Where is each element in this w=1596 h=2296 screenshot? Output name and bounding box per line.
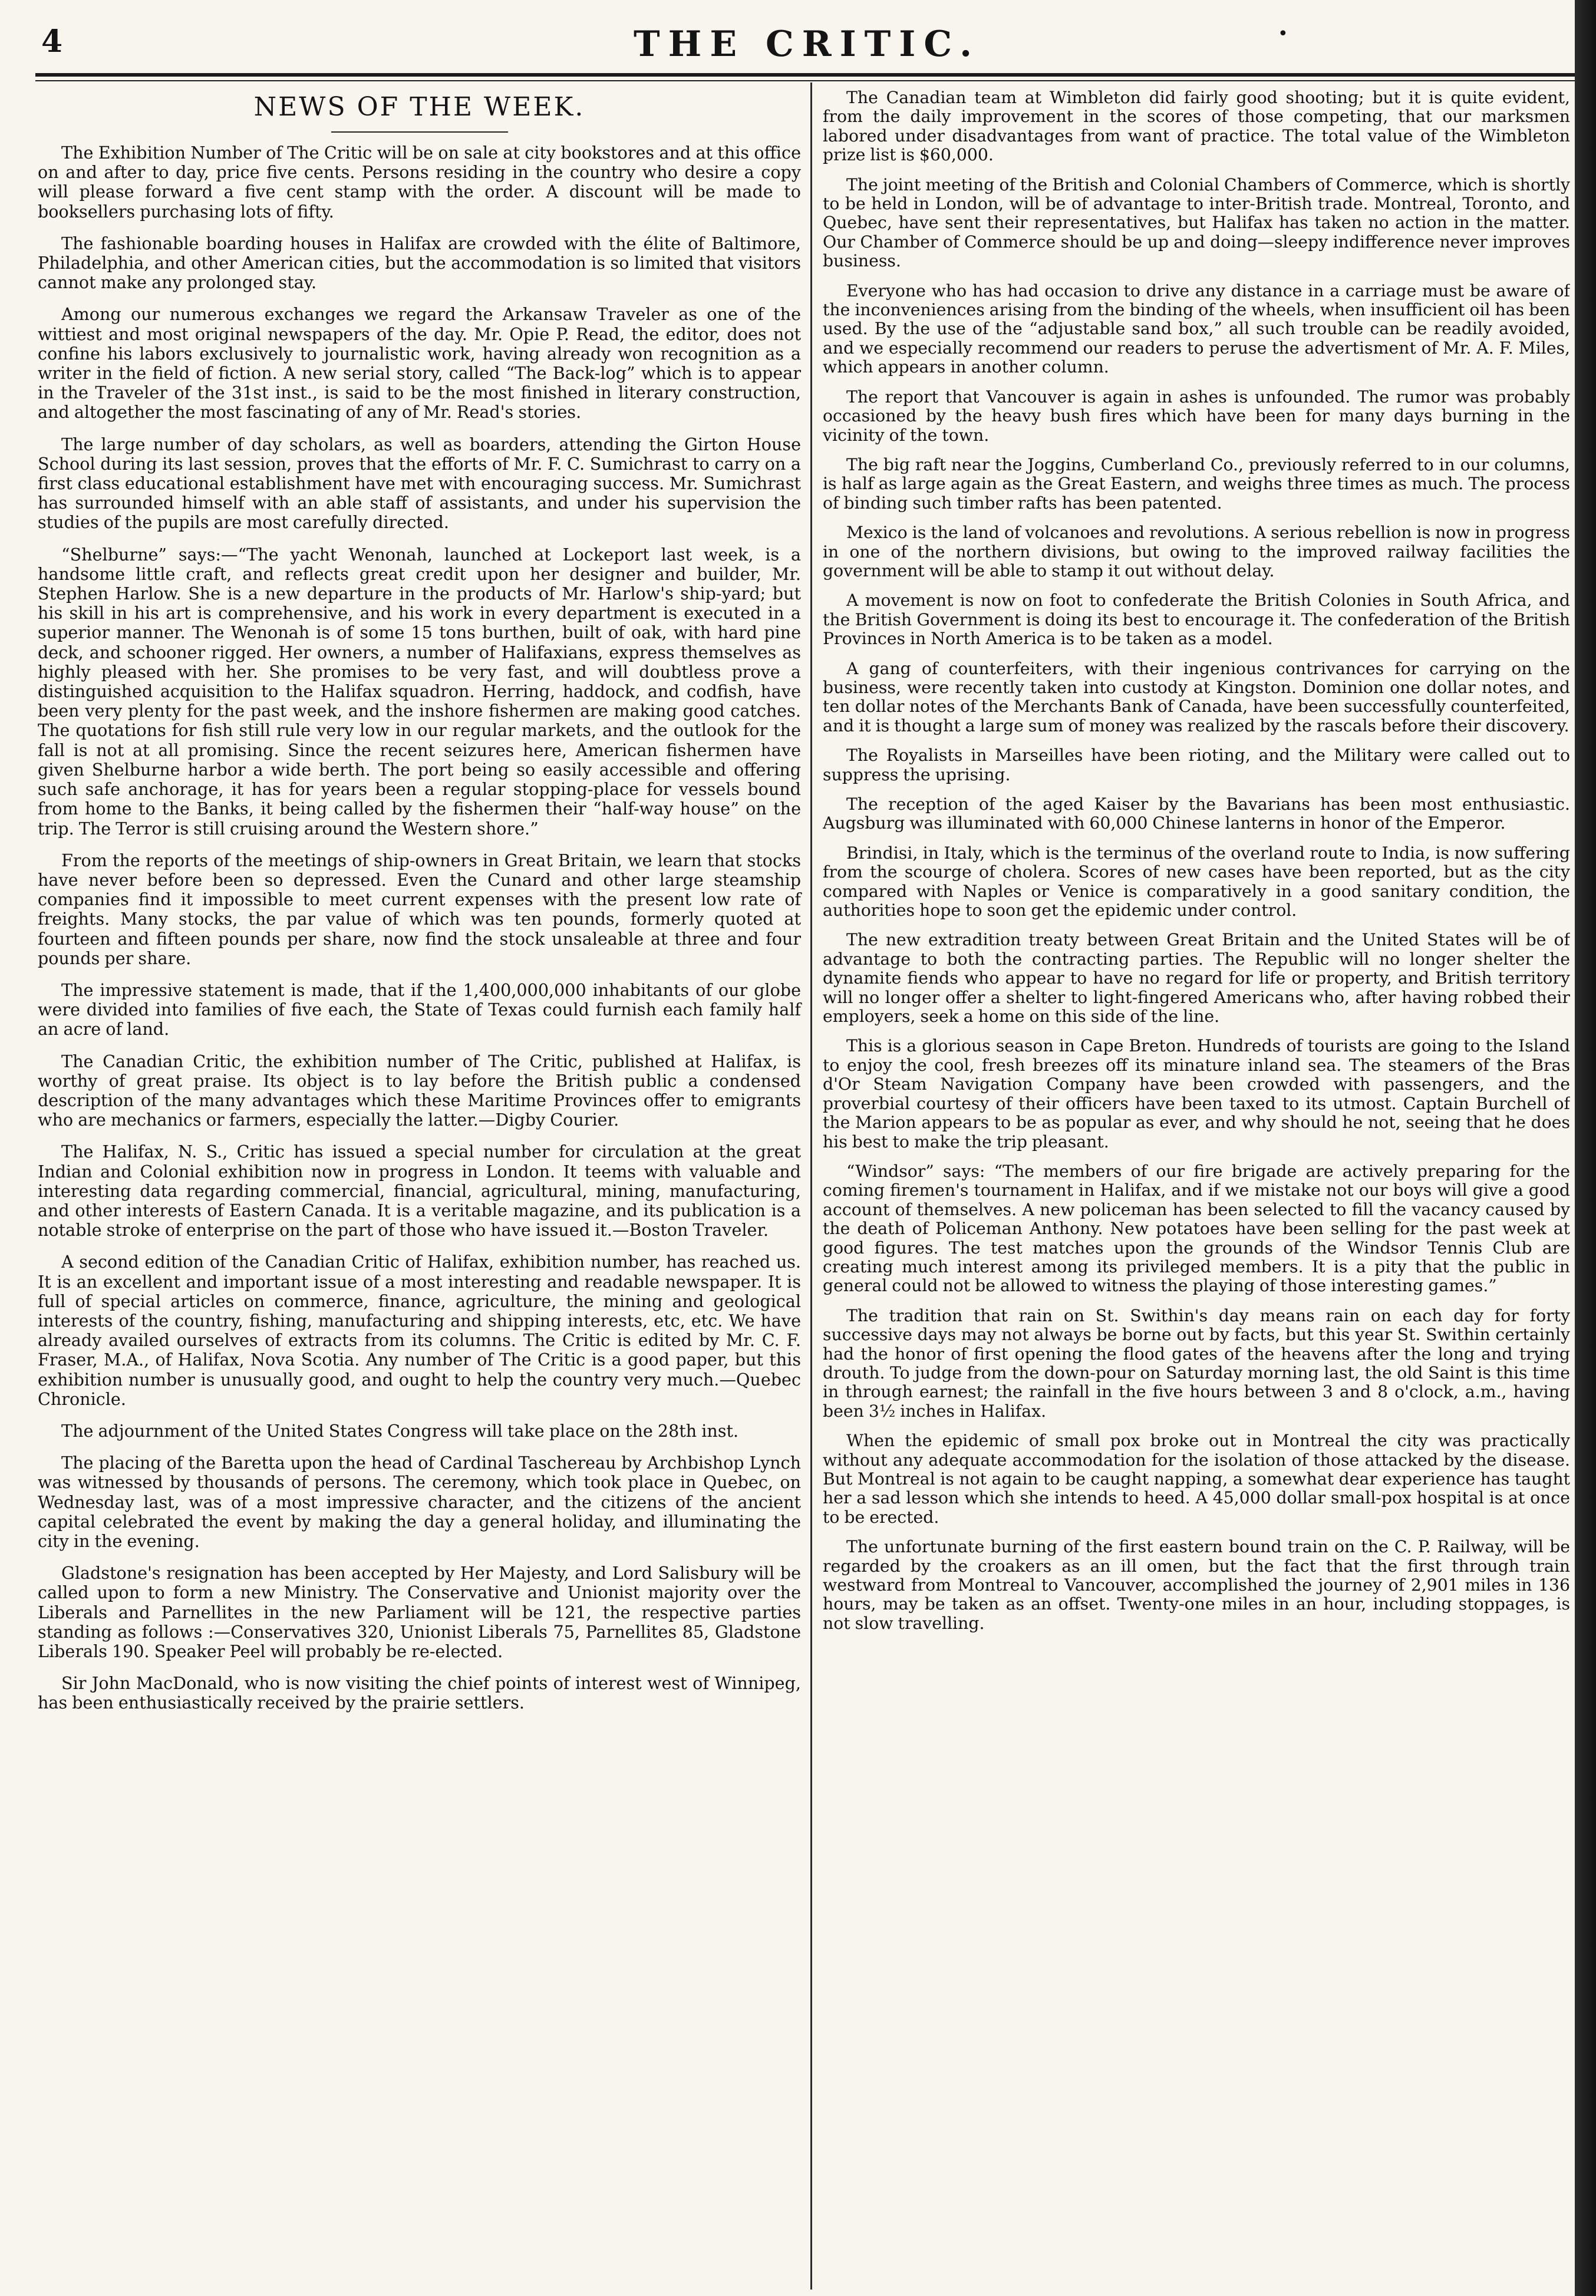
news-item: The Canadian Critic, the exhibition number of The Critic, published at Halifax, is worthy of great praise. Its object is to lay before the British public a condensed description of the many advantages which these Maritime Provinces offer to emigrants who are mechanics or farmers, especially the latter.—Digby Courier. xyxy=(38,1051,801,1130)
header-rule xyxy=(35,73,1578,77)
news-item: A movement is now on foot to confederate the British Colonies in South Africa, and the British Government is doing its best to encourage it. The confederation of the British Provinces in North America is to be taken as a model. xyxy=(823,591,1570,649)
news-item: The impressive statement is made, that if the 1,400,000,000 inhabitants of our globe were divided into families of five each, the State of Texas could furnish each family half an acre of land. xyxy=(38,979,801,1040)
news-item: This is a glorious season in Cape Breton. Hundreds of tourists are going to the Island to enjoy the cool, fresh breezes off its minature inland sea. The steamers of the Bras d'Or Steam Navigation Company have been crowded with passengers, and the proverbial courtesy of their officers have been taxed to its utmost. Captain Burchell of the Marion appears to be as popular as ever, and why should he not, seeing that he does his best to make the trip pleasant. xyxy=(823,1036,1570,1152)
news-item: Mexico is the land of volcanoes and revolutions. A serious rebellion is now in progress in one of the northern divisions, but owing to the improved railway facilities the government will be able to stamp it out without delay. xyxy=(823,523,1570,580)
heading-rule xyxy=(331,131,508,133)
news-item: The fashionable boarding houses in Halifax are crowded with the élite of Baltimore, Philadelphia, and other American cities, but the accommodation is so limited that visitors cannot make any prolonged stay. xyxy=(38,233,801,293)
news-item: The big raft near the Joggins, Cumberland Co., previously referred to in our columns, is half as large again as the Great Eastern, and weighs three times as much. The process of binding such timber rafts has been patented. xyxy=(823,454,1570,513)
news-item: The report that Vancouver is again in ashes is unfounded. The rumor was probably occasioned by the heavy bush fires which have been for many days burning in the vicinity of the town. xyxy=(823,387,1570,445)
news-item: Brindisi, in Italy, which is the terminus of the overland route to India, is now suffering from the scourge of cholera. Scores of new cases have been reported, but as the city compared with Naples or Venice is comparatively in a good sanitary condition, the authorities hope to soon get the epidemic under control. xyxy=(823,843,1570,921)
news-item: When the epidemic of small pox broke out in Montreal the city was practically without any adequate accommodation for the isolation of those attacked by the disease. But Montreal is not again to be caught napping, a somewhat dear experience has taught her a sad lesson which she intends to heed. A 45,000 dollar small-pox hospital is at once to be erected. xyxy=(823,1431,1570,1527)
masthead xyxy=(41,24,1572,71)
news-item: “Windsor” says: “The members of our fire brigade are actively preparing for the coming firemen's tournament in Halifax, and if we mistake not our boys will give a good account of themselves. A new policeman has been selected to fill the vacancy caused by the death of Policeman Anthony. New potatoes have been selling for the past week at good figures. The test matches upon the grounds of the Windsor Tennis Club are creating much interest among its privileged members. It is a pity that the public in general could not be allowed to witness the playing of those interesting games.” xyxy=(823,1161,1570,1296)
news-item: The Halifax, N. S., Critic has issued a special number for circulation at the great Indian and Colonial exhibition now in progress in London. It teems with valuable and interesting data regarding commercial, financial, agricultural, mining, manufacturing, and other interests of Eastern Canada. It is a veritable magazine, and its publication is a notable stroke of enterprise on the part of those who have issued it.—Boston Traveler. xyxy=(38,1142,801,1241)
column-divider xyxy=(810,83,812,2290)
left-column xyxy=(38,88,801,1726)
news-item: Among our numerous exchanges we regard the Arkansaw Traveler as one of the wittiest and most original newspapers of the day. Mr. Opie P. Read, the editor, does not confine his labors exclusively to journalistic work, having already won recognition as a writer in the field of fiction. A new serial story, called “The Back-log” which is to appear in the Traveler of the 31st inst., is said to be the most finished in literary construction, and altogether the most fascinating of any of Mr. Read's stories. xyxy=(38,304,801,423)
paper-title: THE CRITIC. xyxy=(634,24,980,65)
news-item: The Exhibition Number of The Critic will be on sale at city bookstores and at this office on and after to day, price five cents. Persons residing in the country who desire a copy will please forward a five cent stamp with the order. A discount will be made to booksellers purchasing lots of fifty. xyxy=(38,143,801,222)
news-item: The reception of the aged Kaiser by the Bavarians has been most enthusiastic. Augsburg was illuminated with 60,000 Chinese lanterns in honor of the Emperor. xyxy=(823,794,1570,833)
news-item: The unfortunate burning of the first eastern bound train on the C. P. Railway, will be regarded by the croakers as an ill omen, but the fact that the first through train westward from Montreal to Vancouver, accomplished the journey of 2,901 miles in 136 hours, may be taken as an offset. Twenty-one miles in an hour, including stoppages, is not slow travelling. xyxy=(823,1537,1570,1633)
news-item: The adjournment of the United States Congress will take place on the 28th inst. xyxy=(61,1420,739,1441)
news-item: The joint meeting of the British and Colonial Chambers of Commerce, which is shortly to be held in London, will be of advantage to inter-British trade. Montreal, Toronto, and Quebec, have sent their representatives, but Halifax has taken no action in the matter. Our Chamber of Commerce should be up and doing—sleepy indifference never improves business. xyxy=(823,174,1570,271)
news-item: Sir John MacDonald, who is now visiting the chief points of interest west of Winnipeg, has been enthusiastically received by the prairie settlers. xyxy=(38,1673,801,1713)
news-item: The Canadian team at Wimbleton did fairly good shooting; but it is quite evident, from the daily improvement in the scores of those competing, that our marksmen labored under disadvantages from want of practice. The total value of the Wimbleton prize list is $60,000. xyxy=(823,88,1570,165)
right-column xyxy=(823,88,1570,1644)
news-item: A second edition of the Canadian Critic of Halifax, exhibition number, has reached us. It is an excellent and important issue of a most interesting and readable newspaper. It is full of special articles on commerce, finance, agriculture, the mining and geological interests of the country, fishing, manufacturing and shipping interests, etc, etc. We have already availed ourselves of extracts from its columns. The Critic is edited by Mr. C. F. Fraser, M.A., of Halifax, Nova Scotia. Any number of The Critic is a good paper, but this exhibition number is unusually good, and ought to help the country very much.—Quebec Chronicle. xyxy=(38,1252,801,1409)
news-item: The tradition that rain on St. Swithin's day means rain on each day for forty successive days may not always be borne out by facts, but this year St. Swithin certainly had the honor of first opening the flood gates of the heavens after the long and trying drouth. To judge from the down-pour on Saturday morning last, the old Saint is this time in through earnest; the rainfall in the five hours between 3 and 8 o'clock, a.m., having been 3½ inches in Halifax. xyxy=(823,1305,1570,1421)
news-item: The large number of day scholars, as well as boarders, attending the Girton House School during its last session, proves that the efforts of Mr. F. C. Sumichrast to carry on a first class educational establishment have met with encouraging success. Mr. Sumichrast has surrounded himself with an able staff of assistants, and under his supervision the studies of the pupils are most carefully directed. xyxy=(38,434,801,533)
news-item: A gang of counterfeiters, with their ingenious contrivances for carrying on the business, were recently taken into custody at Kingston. Dominion one dollar notes, and ten dollar notes of the Merchants Bank of Canada, have been successfully counterfeited, and it is thought a large sum of money was realized by the rascals before their discovery. xyxy=(823,658,1570,735)
news-item: “Shelburne” says:—“The yacht Wenonah, launched at Lockeport last week, is a handsome little craft, and reflects great credit upon her designer and builder, Mr. Stephen Harlow. She is a new departure in the products of Mr. Harlow's ship-yard; but his skill in his art is comprehensive, and his work in every department is executed in a superior manner. The Wenonah is of some 15 tons burthen, built of oak, with hard pine deck, and schooner rigged. Her owners, a number of Halifaxians, express themselves as highly pleased with her. She promises to be very fast, and will doubtless prove a distinguished acquisition to the Halifax squadron. Herring, haddock, and codfish, have been very plenty for the past week, and the inshore fishermen are making good catches. The quotations for fish still rule very low in our regular markets, and the outlook for the fall is not at all promising. Since the recent seizures here, American fishermen have given Shelburne harbor a wide berth. The port being so easily accessible and offering such safe anchorage, it has for years been a regular stopping-place for vessels bound from home to the Banks, it being called by the fishermen their “half-way house” on the trip. The Terror is still cruising around the Western shore.” xyxy=(38,544,801,839)
news-item: The new extradition treaty between Great Britain and the United States will be of advantage to both the contracting parties. The Republic will no longer shelter the dynamite fiends who appear to have no regard for life or property, and British territory will no longer offer a shelter to light-fingered Americans who, after having robbed their employers, seek a home on this side of the line. xyxy=(823,930,1570,1027)
news-item: Everyone who has had occasion to drive any distance in a carriage must be aware of the inconveniences arising from the binding of the wheels, when insufficient oil has been used. By the use of the “adjustable sand box,” all such trouble can be readily avoided, and we especially recommend our readers to peruse the advertisment of Mr. A. F. Miles, which appears in another column. xyxy=(823,281,1570,377)
section-heading: NEWS OF THE WEEK. xyxy=(253,92,585,122)
news-item: From the reports of the meetings of ship-owners in Great Britain, we learn that stocks have never before been so depressed. Even the Cunard and other large steamship companies find it impossible to meet current expenses with the present low rate of freights. Many stocks, the par value of which was ten pounds, formerly quoted at fourteen and fifteen pounds per share, now find the stock unsaleable at three and four pounds per share. xyxy=(38,850,801,968)
header-rule-thin xyxy=(35,80,1578,81)
print-speck: • xyxy=(1278,24,1288,44)
news-item: Gladstone's resignation has been accepted by Her Majesty, and Lord Salisbury will be called upon to form a new Ministry. The Conservative and Unionist majority over the Liberals and Parnellites in the new Parliament will be 121, the respective parties standing as follows :—Conservatives 320, Unionist Liberals 75, Parnellites 85, Gladstone Liberals 190. Speaker Peel will probably be re-elected. xyxy=(38,1563,801,1662)
page-number: 4 xyxy=(41,24,63,60)
news-item: The Royalists in Marseilles have been rioting, and the Military were called out to suppress the uprising. xyxy=(823,745,1570,784)
news-item: The placing of the Baretta upon the head of Cardinal Taschereau by Archbishop Lynch was witnessed by thousands of persons. The ceremony, which took place in Quebec, on Wednesday last, was of a most impressive character, and the citizens of the ancient capital celebrated the event by making the day a general holiday, and illuminating the city in the evening. xyxy=(38,1453,801,1551)
page-edge-shadow xyxy=(1575,0,1596,2296)
